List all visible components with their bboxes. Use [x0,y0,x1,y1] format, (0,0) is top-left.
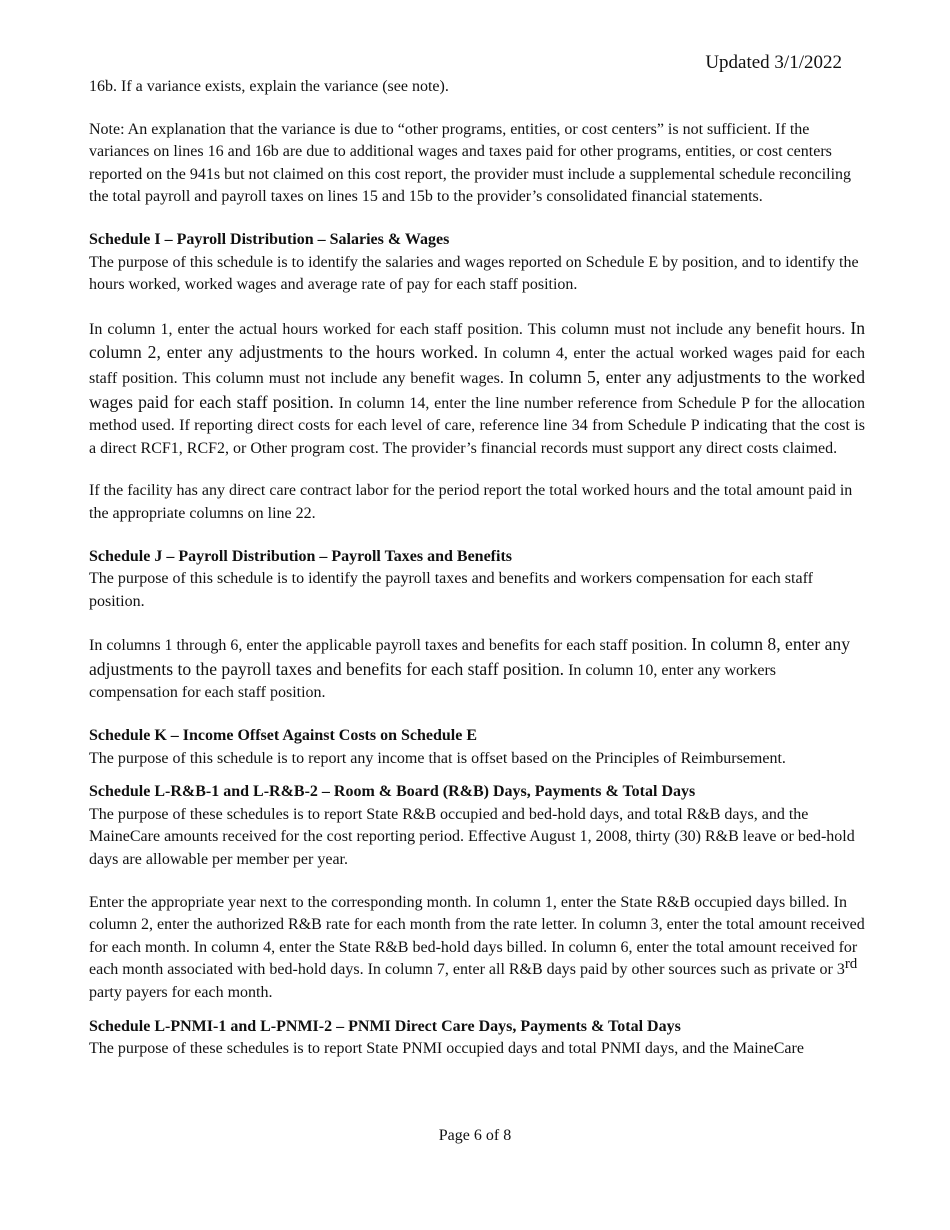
line-16b-instruction: 16b. If a variance exists, explain the variance (see note). [89,78,449,95]
schedule-j-purpose: The purpose of this schedule is to identify the payroll taxes and benefits and workers compensation for each staff position. [89,570,813,610]
schedule-i-contract-labor: If the facility has any direct care contract labor for the period report the total worked hours and the total amount paid in the appropriate columns on line 22. [89,482,853,522]
schedule-i-heading: Schedule I – Payroll Distribution – Salaries & Wages [89,230,450,248]
schedule-k-heading: Schedule K – Income Offset Against Costs on Schedule E [89,727,478,745]
schedule-j-columns-paragraph [89,633,865,705]
variance-note: Note: An explanation that the variance is due to “other programs, entities, or cost centers” is not sufficient. If the variances on lines 16 and 16b are due to additional wages and taxes paid for other programs, entities, or cost centers reported on the 941s but not claimed on this cost report, the provider must include a supplemental schedule reconciling the total payroll and payroll taxes on lines 15 and 15b to the provider’s consolidated financial statements. [89,120,852,206]
schedule-l-pnmi-heading: Schedule L-PNMI-1 and L-PNMI-2 – PNMI Direct Care Days, Payments & Total Days [89,1017,681,1035]
schedule-j-col1-6-text: In columns 1 through 6, enter the applicable payroll taxes and benefits for each staff position. [89,637,692,655]
ordinal-superscript: rd [844,956,858,973]
page-number: Page 6 of 8 [438,1127,512,1144]
page-content [89,76,865,1061]
schedule-i-col14-text: In column 14, enter the line number reference from Schedule P for the allocation method used. If reporting direct costs for each level of care, reference line 34 from Schedule P indicating that the cost is a direct RCF1, RCF2, or Other program cost. The provider’s financial records must support any direct costs claimed. [89,394,866,457]
schedule-l-pnmi-purpose: The purpose of these schedules is to report State PNMI occupied days and total PNMI days, and the MaineCare [89,1040,804,1058]
schedule-l-rb-columns-text: Enter the appropriate year next to the corresponding month. In column 1, enter the State R&B occupied days billed. In column 2, enter the authorized R&B rate for each month from the rate letter. In column 3, enter the total amount received for each month. In column 4, enter the State R&B bed-hold days billed. In column 6, enter the total amount received for each month associated with bed-hold days. In column 7, enter all R&B days paid by other sources such as private or 3 [89,893,865,979]
schedule-i-col5-text: In column 5, enter any adjustments to the worked wages paid for each staff position. [89,366,866,412]
schedule-i-col4-text: In column 4, enter the actual worked wages paid for each staff position. This column must not include any benefit wages. [89,345,866,387]
schedule-i-purpose: The purpose of this schedule is to identify the salaries and wages reported on Schedule E by position, and to identify the hours worked, worked wages and average rate of pay for each staff position. [89,253,859,294]
schedule-k-purpose: The purpose of this schedule is to report any income that is offset based on the Principles of Reimbursement. [89,749,786,767]
updated-date: Updated 3/1/2022 [705,52,842,73]
schedule-j-col8-text: In column 8, enter any adjustments to the payroll taxes and benefits for each staff position. [89,634,850,679]
schedule-l-rb-heading: Schedule L-R&B-1 and L-R&B-2 – Room & Board (R&B) Days, Payments & Total Days [89,783,696,801]
schedule-j-col10-text: In column 10, enter any workers compensation for each staff position. [89,661,777,702]
schedule-i-columns-paragraph [89,317,865,461]
schedule-j-heading: Schedule J – Payroll Distribution – Payroll Taxes and Benefits [89,547,513,565]
schedule-l-rb-columns-tail: party payers for each month. [89,984,273,1001]
schedule-l-rb-columns-paragraph [89,892,865,1005]
schedule-i-col1-text: In column 1, enter the actual hours worked for each staff position. This column must not include any benefit hours. [89,320,851,338]
schedule-l-rb-purpose: The purpose of these schedules is to report State R&B occupied and bed-hold days, and total R&B days, and the MaineCare amounts received for the cost reporting period. Effective August 1, 2008, thirty (30) R&B leave or bed-hold days are allowable per member per year. [89,805,855,869]
schedule-i-col2-text: In column 2, enter any adjustments to the hours worked. [89,317,865,363]
